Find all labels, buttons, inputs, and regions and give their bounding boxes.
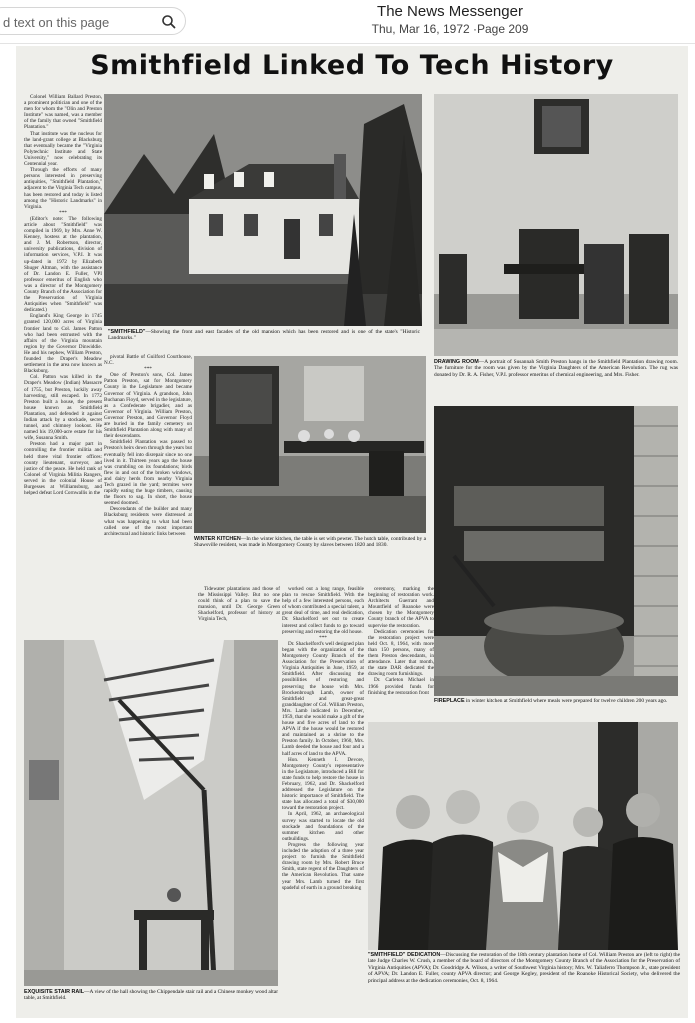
caption-text: —A view of the hall showing the Chippendale stair rail and a Chinese monkey wood altar table, at Smithfield. xyxy=(24,989,278,1002)
caption-smithfield-house xyxy=(108,329,420,342)
photo-fireplace xyxy=(434,406,678,696)
paragraph: Colonel William Ballard Preston, a prominent politician and one of the men for whom the "Olin and Preston Institute" was named, was a member of the family that owned "Smithfield Plantation." xyxy=(24,94,102,131)
paragraph: ceremony, marking the beginning of restoration work. Architects Guerrant and Mountfield of Roanoke were chosen by the Montgomery County branch of the APVA to supervise the restoration. xyxy=(368,586,434,629)
newspaper-title: The News Messenger xyxy=(377,3,523,20)
caption-title: "SMITHFIELD" DEDICATION xyxy=(368,952,441,958)
caption-fireplace xyxy=(434,698,678,704)
caption-title: DRAWING ROOM xyxy=(434,359,479,365)
newspaper-page xyxy=(16,46,688,1018)
caption-title: "SMITHFIELD" xyxy=(108,329,146,335)
paragraph: Descendants of the builder and many Blacksburg residents were distressed at what was happening to what had been called one of the most important architectural and historic links between xyxy=(104,506,192,537)
paragraph: Dr. Carleton Michael in 1966 provided funds for finishing the restoration front xyxy=(368,677,434,696)
search-icon[interactable] xyxy=(159,12,179,32)
article-column-1 xyxy=(24,94,102,666)
paragraph: One of Preston's sons, Col. James Patton Preston, sat for Montgomery County in the Legislature and became Governor of Virginia. A grandson, John Buchanan Floyd, served in the legislature, as a Confederate brigadier, and as Governor of Virginia. William Preston, Governor Preston, and Governor Floyd are buried in the family cemetery on Smithfield Plantation along with many of their descendants. xyxy=(104,372,192,440)
paragraph: Col. Patton was killed in the Draper's Meadow (Indian) Massacre of 1755, but Preston, luckily away harvesting, still escaped. In 1772 Preston built a house, the present house known as Smithfield Plantation, and defended it against Indian attack by a stockade, secret tunnel, and chimney lookout. He named his 19,000-acre estate for his wife, Susanna Smith. xyxy=(24,374,102,442)
caption-text: —Discussing the restoration of the 18th century plantation home of Col. William Preston are (left to right) the late Judge Charles W. Crush, a member of the board of directors of the Montgomery County Branch of the Association for the Preservation of Virginia Antiquities (APVA); Dr. Goodridge A. Wilson, a writer of Southwest Virginia history; Mrs. W. Taliaferro Thompson Jr., state president of APVA; Dr. Landon E. Fuller, county APVA director; and George Kegley, president of the Roanoke Historical Society, who delivered the principal address at the dedication ceremonies, Oct. 8, 1964. xyxy=(368,952,680,984)
paragraph: In April, 1962, an archaeological survey was started to locate the old stockade and foundations of the summer kitchen and other outbuildings. xyxy=(282,811,364,842)
search-input[interactable] xyxy=(3,12,153,32)
photo-dedication-group xyxy=(368,722,678,950)
paragraph: Dr. Shackelford's well designed plan began with the organization of the Montgomery County Branch of the Association for the Preservation of Virginia Antiquities in June, 1959, at Smithfield. After discussing the possibilities of restoring and preserving the house with Mrs. Brockenbrough Lamb, owner of Smithfield and great-great granddaughter of Col. William Preston, Mrs. Lamb indicated in December, 1959, that she would make a gift of the house and five acres of land to the APVA if the house would be restored and maintained as a shrine to the Preston family. In October, 1960, Mrs. Lamb deeded the house and four and a half acres of land to the APVA. xyxy=(282,640,364,757)
separator: *** xyxy=(144,366,152,373)
paragraph: Dedication ceremonies for the restoration project were held Oct. 8, 1964, with more than 150 persons, many of them Preston descendants, in attendance. Later that month, the state DAR dedicated the drawing room furnishings. xyxy=(368,628,434,678)
headline: Smithfield Linked To Tech History xyxy=(90,50,614,81)
paragraph: Tidewater plantations and those of the Mississippi Valley. But no one could think of a plan to save the mansion, until Dr. George Green Shackelford, professor of history at Virginia Tech, xyxy=(198,586,280,623)
caption-title: FIREPLACE xyxy=(434,698,465,704)
caption-title: WINTER KITCHEN xyxy=(194,536,241,542)
paragraph: worked out a long range, feasible plan to rescue Smithfield. With the help of a few interested persons, each of whom contributed a special talent, a great deal of time, and real dedication, Dr. Shackelford set out to create interest and collect funds to go toward preserving and restoring the old house. xyxy=(282,586,364,635)
caption-title: EXQUISITE STAIR RAIL xyxy=(24,989,85,995)
caption-text: —A portrait of Susannah Smith Preston hangs in the Smithfield Plantation drawing room. The furniture for the room was given by the Virginia Daughters of the American Revolution. The rug was donated by Dr. R. A. Fisher, V.P.I. professor emeritus of chemical engineering, and Mrs. Fisher. xyxy=(434,359,678,378)
article-column-4 xyxy=(282,586,364,1014)
caption-stair-rail xyxy=(24,989,278,1002)
caption-text: —Showing the front and east facades of the old mansion which has been restored and is one of the state's "Historic Landmarks." xyxy=(108,329,420,342)
paragraph: Progress the following year included the adoption of a three year project to furnish the Smithfield drawing room by Mrs. Robert Bruce Smith, state regent of the Daughters of the American Revolution. That same year Mrs. Lamb turned the first spadeful of earth in a ground breaking xyxy=(282,841,364,891)
photo-stair-rail xyxy=(24,640,278,986)
paragraph: Smithfield Plantation was passed to Preston's heirs down through the years but eventually fell into disrepair since no one lived in it. Thirteen years ago the house was crumbling on its foundations; birds flew in and out of the broken windows, and dairy herds from nearby Virginia Tech grazed in the yard; termites were rapidly eating the huge timbers, causing the floors to sag. In short, the house seemed doomed. xyxy=(104,439,192,507)
article-column-2 xyxy=(104,354,192,639)
paragraph: England's King George in 1745 granted 120,000 acres of Virginia frontier land to Col. James Patton who had been entrusted with the affairs of the Virginia mountain region by the Governor Dinwiddie. He and his nephew, William Preston, founded the Draper's Meadow settlement in the area now known as Blacksburg. xyxy=(24,313,102,375)
photo-winter-kitchen xyxy=(194,356,426,533)
caption-drawing-room xyxy=(434,359,678,378)
paragraph: That institute was the nucleus for the land-grant college at Blacksburg that eventually became the "Virginia Polytechnic Institute and State University," now celebrating its Centennial year. xyxy=(24,130,102,168)
search-box xyxy=(0,7,186,35)
separator: *** xyxy=(59,209,67,216)
caption-dedication xyxy=(368,952,680,984)
article-column-3 xyxy=(198,586,280,641)
photo-drawing-room xyxy=(434,94,678,356)
photo-smithfield-house xyxy=(104,94,422,326)
page-date: Thu, Mar 16, 1972 ·Page 209 xyxy=(371,22,529,36)
caption-text: —In the winter kitchen, the table is set with pewter. The hutch table, contributed by a Shawsville resident, was made in Montgomery County by slaves between 1820 and 1830. xyxy=(194,536,426,549)
paragraph: (Editor's note: The following article about "Smithfield" was compiled in 1969, by Mrs. Anne W. Kenney, hostess at the plantation, and J. M. Robertson, director, university publications, division of information services, V.P.I. It was up-dated in 1972 by Elizabeth Shuger Altman, with the assistance of Dr. Landon E. Fuller, VPI professor emeritus of English who was a director of the Montgomery County Branch of the Association for the Preservation of Virginia Antiquities when "Smithfield" was dedicated.) xyxy=(24,215,102,314)
paragraph: Preston had a major part in controlling the frontier militia and held three vital frontier offices: county lieutenant, surveyor, and justice of the peace. He held rank of Colonel of Virginia Militia Rangers, served in the colonial House of Burgesses at Williamsburg, and helped defeat Lord Cornwallis in the xyxy=(24,441,102,497)
paragraph: Hon. Kenneth I. Devore, Montgomery County's representative in the Legislature, introduced a Bill for state funds to help restore the house in February, 1962, and Dr. Shackelford addressed the Legislature on the historic importance of Smithfield. The state has allocated a total of $30,000 toward the restoration project. xyxy=(282,756,364,812)
viewer-toolbar xyxy=(0,0,695,44)
caption-winter-kitchen xyxy=(194,536,426,549)
paragraph: Through the efforts of many persons interested in preserving antiquities, "Smithfield Plantation," adjacent to the Virginia Tech campus, has been restored and today is listed among the "Historic Landmarks" in Virginia. xyxy=(24,167,102,210)
caption-text: in winter kitchen at Smithfield where meals were prepared for twelve children 200 years ago. xyxy=(464,698,668,704)
paragraph: pivotal Battle of Guilford Courthouse, N.C. xyxy=(104,354,192,367)
separator: *** xyxy=(319,634,327,641)
